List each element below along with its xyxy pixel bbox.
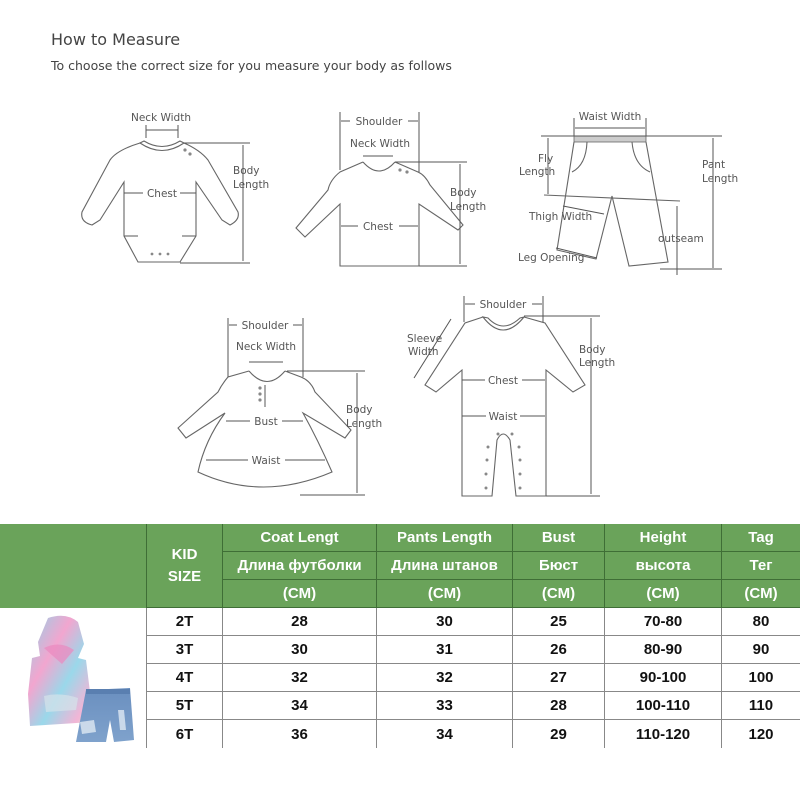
body-length-label-2: Length xyxy=(579,357,616,369)
body-length-label-2: Length xyxy=(233,179,270,191)
kid-label: KID xyxy=(171,545,198,563)
outseam-label: outseam xyxy=(658,233,704,245)
table-row-size: 2T xyxy=(147,608,223,636)
table-row-coat: 32 xyxy=(223,664,377,692)
romper-outline xyxy=(425,317,585,496)
header-tag-unit: (CM) xyxy=(722,580,800,608)
chest-label: Chest xyxy=(487,375,519,387)
table-row-coat: 34 xyxy=(223,692,377,720)
table-row-coat: 36 xyxy=(223,720,377,748)
header-coat-en: Coat Lengt xyxy=(223,524,377,552)
table-row-bust: 27 xyxy=(513,664,605,692)
waist-label: Waist xyxy=(251,455,281,467)
body-length-label-2: Length xyxy=(450,201,487,213)
table-row-size: 4T xyxy=(147,664,223,692)
table-row-pants: 32 xyxy=(377,664,513,692)
header-bust-ru: Бюст xyxy=(513,552,605,580)
table-row-bust: 26 xyxy=(513,636,605,664)
table-row-height: 110-120 xyxy=(605,720,722,748)
header-tag-ru: Тег xyxy=(722,552,800,580)
table-row-height: 100-110 xyxy=(605,692,722,720)
body-length-label-1: Body xyxy=(579,344,606,356)
chest-label: Chest xyxy=(146,188,178,200)
table-row-pants: 33 xyxy=(377,692,513,720)
table-row-height: 90-100 xyxy=(605,664,722,692)
pant-length-label-1: Pant xyxy=(702,159,726,171)
chest-label: Chest xyxy=(362,221,394,233)
waist-label: Waist xyxy=(488,411,518,423)
table-row-pants: 30 xyxy=(377,608,513,636)
header-coat-ru: Длина футболки xyxy=(223,552,377,580)
table-row-bust: 25 xyxy=(513,608,605,636)
table-row-tag: 80 xyxy=(722,608,800,636)
page-title: How to Measure xyxy=(51,30,181,49)
size-label: SIZE xyxy=(167,567,202,585)
neck-width-label: Neck Width xyxy=(349,138,411,150)
table-row-tag: 120 xyxy=(722,720,800,748)
header-pants-en: Pants Length xyxy=(377,524,513,552)
body-length-label-1: Body xyxy=(450,187,477,199)
bust-label: Bust xyxy=(254,416,278,428)
table-row-bust: 28 xyxy=(513,692,605,720)
neck-width-label: Neck Width xyxy=(235,341,297,353)
table-row-height: 70-80 xyxy=(605,608,722,636)
table-row-tag: 90 xyxy=(722,636,800,664)
table-row-bust: 29 xyxy=(513,720,605,748)
pant-length-label-2: Length xyxy=(702,173,739,185)
thigh-width-label: Thigh Width xyxy=(529,211,593,223)
shoulder-label: Shoulder xyxy=(479,299,527,311)
sleeve-width-label-2: Width xyxy=(408,346,439,358)
body-length-label-1: Body xyxy=(346,404,373,416)
header-height-unit: (CM) xyxy=(605,580,722,608)
fly-length-label-2: Length xyxy=(519,166,556,178)
table-row-pants: 34 xyxy=(377,720,513,748)
header-bust-en: Bust xyxy=(513,524,605,552)
table-row-size: 3T xyxy=(147,636,223,664)
table-row-size: 6T xyxy=(147,720,223,748)
table-row-tag: 100 xyxy=(722,664,800,692)
page-subtitle: To choose the correct size for you measure your body as follows xyxy=(51,58,452,73)
header-coat-unit: (CM) xyxy=(223,580,377,608)
neck-width-label: Neck Width xyxy=(130,112,192,124)
sleeve-width-label-1: Sleeve xyxy=(407,333,443,345)
body-length-label-1: Body xyxy=(233,165,260,177)
fly-length-label-1: Fly xyxy=(538,153,554,165)
header-tag-en: Tag xyxy=(722,524,800,552)
table-row-size: 5T xyxy=(147,692,223,720)
header-kid-size xyxy=(147,524,223,608)
header-pants-unit: (CM) xyxy=(377,580,513,608)
product-image xyxy=(14,614,138,746)
waist-width-label: Waist Width xyxy=(578,111,642,123)
header-pants-ru: Длина штанов xyxy=(377,552,513,580)
body-length-label-2: Length xyxy=(346,418,383,430)
shoulder-label: Shoulder xyxy=(355,116,403,128)
table-row-height: 80-90 xyxy=(605,636,722,664)
leg-opening-label: Leg Opening xyxy=(518,252,585,264)
table-row-tag: 110 xyxy=(722,692,800,720)
header-bust-unit: (CM) xyxy=(513,580,605,608)
table-row-pants: 31 xyxy=(377,636,513,664)
table-row-coat: 30 xyxy=(223,636,377,664)
header-height-en: Height xyxy=(605,524,722,552)
shoulder-label: Shoulder xyxy=(241,320,289,332)
header-height-ru: высота xyxy=(605,552,722,580)
table-row-coat: 28 xyxy=(223,608,377,636)
header-image-cell xyxy=(0,524,147,608)
